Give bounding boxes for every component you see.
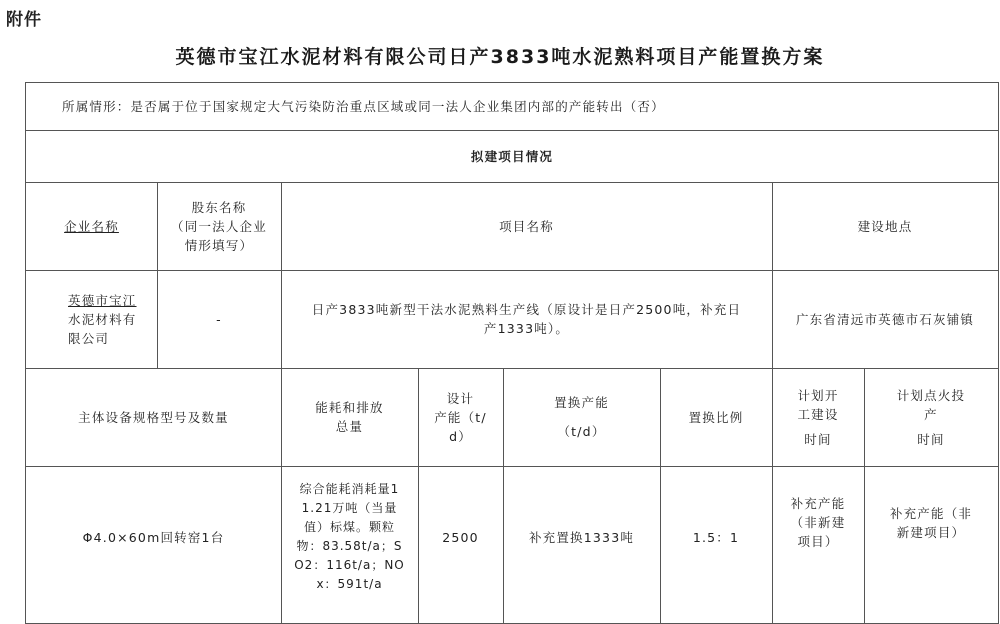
design-capacity-value: 2500 [442,530,479,545]
company-name-line: 限公司 [68,330,110,346]
header-company-name [26,182,157,270]
company-name-line: 水泥材料有 [68,311,137,327]
affiliation-note: 所属情形：是否属于位于国家规定大气污染防治重点区域或同一法人企业集团内部的产能转出（否） [62,99,665,114]
header-replace-line: （t/d） [557,424,606,439]
energy-value: 综合能耗消耗量11.21万吨（当量值）标煤。颗粒物：83.58t/a；SO2：116t/a；NOx：591t/a [294,482,405,591]
header-start-time [772,368,864,466]
header-start-line: 计划开 [797,387,839,403]
header-shareholder [157,182,281,270]
company-name-cell [26,270,157,368]
header-energy: 能耗和排放总量 [315,400,384,434]
header-design-line: 设计 [446,390,475,406]
header-start-line: 时间 [804,431,832,447]
company-name-line: 英德市宝江 [68,292,137,308]
ignite-time-value: 补充产能（非新建项目） [889,506,973,540]
replace-capacity-value: 补充置换1333吨 [528,530,635,545]
header-shareholder-line: （同一法人企业 [171,218,267,234]
attachment-label: 附件 [6,10,42,30]
header-ignite-line: 产 [924,406,938,422]
equipment-value: Φ4.0×60m回转窑1台 [82,530,225,545]
header-ignite-line: 计划点火投 [896,387,966,403]
project-name-value: 日产3833吨新型干法水泥熟料生产线（原设计是日产2500吨，补充日产1333吨）。 [311,302,742,336]
location-value: 广东省清远市英德市石灰铺镇 [795,311,975,327]
header-start-line: 工建设 [797,406,839,422]
header-location: 建设地点 [857,218,913,234]
header-design-line: d） [449,428,472,444]
capacity-table [25,82,999,624]
header-ignite-time [864,368,998,466]
header-replace-line: 置换产能 [554,395,609,410]
header-shareholder-line: 股东名称 [191,199,247,215]
header-equipment: 主体设备规格型号及数量 [78,409,229,425]
header-design-capacity [418,368,503,466]
ratio-value: 1.5：1 [692,530,740,545]
header-company-name-text: 企业名称 [64,218,119,234]
header-project-name: 项目名称 [499,218,554,234]
header-replace-capacity [503,368,660,466]
header-shareholder-line: 情形填写） [184,237,254,253]
section-title: 拟建项目情况 [470,148,554,164]
header-design-line: 产能（t/ [434,409,487,425]
page-title: 英德市宝江水泥材料有限公司日产3833吨水泥熟料项目产能置换方案 [175,46,825,68]
header-ratio: 置换比例 [688,409,744,425]
shareholder-value: - [216,311,222,327]
start-time-value: 补充产能（非新建项目） [790,496,846,549]
header-ignite-line: 时间 [917,431,945,447]
